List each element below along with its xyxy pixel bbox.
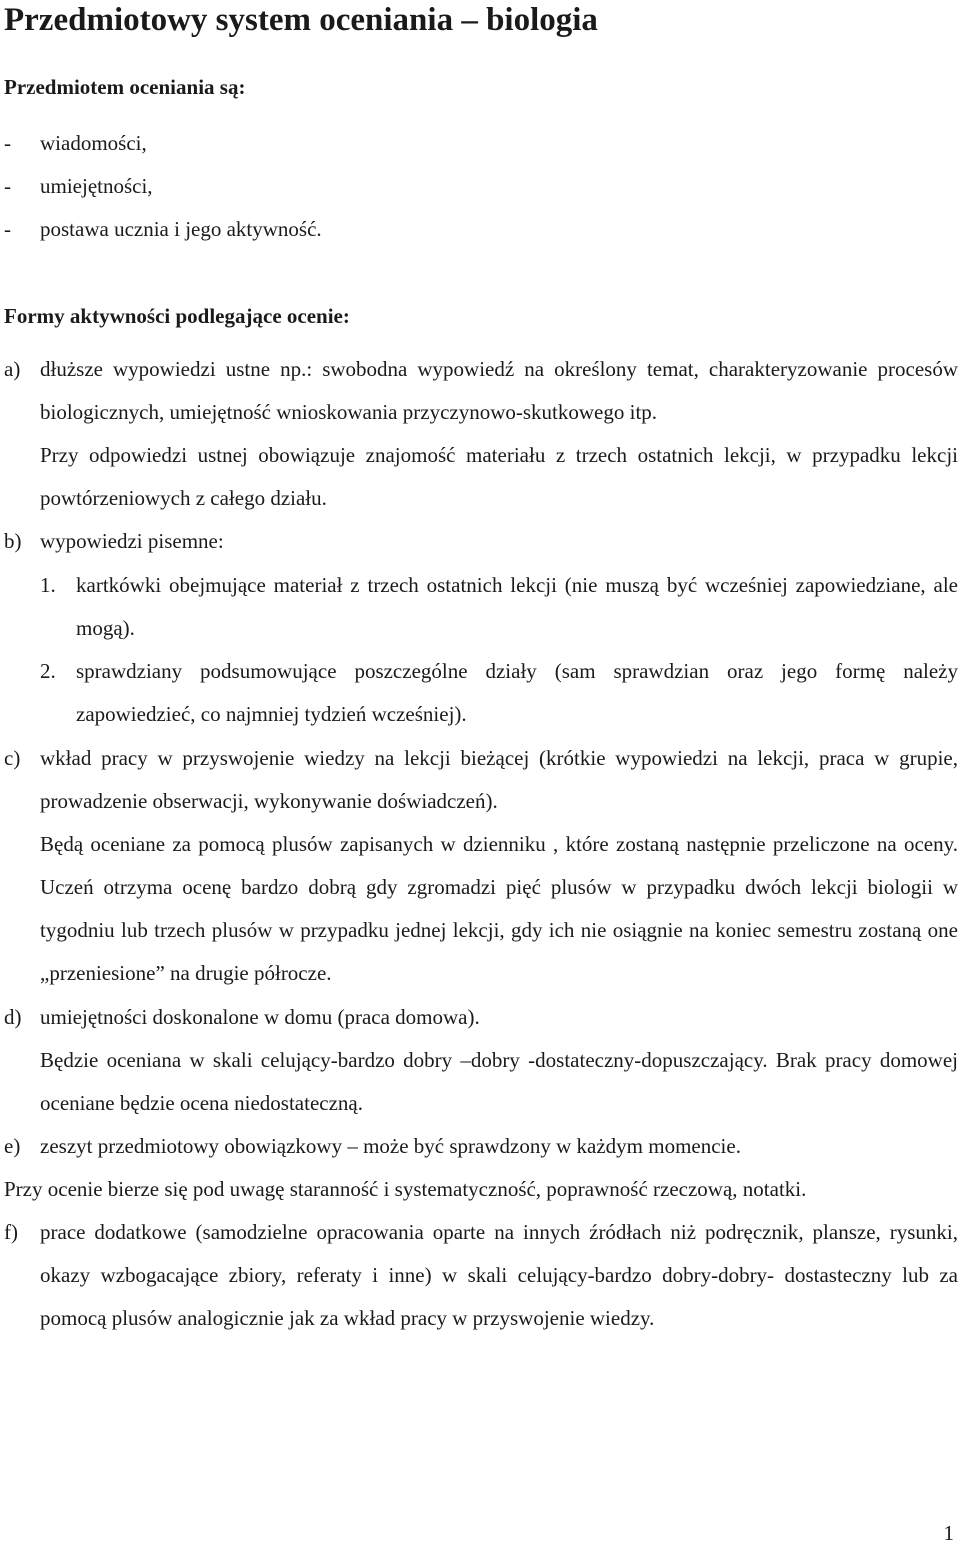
item-label: f)	[4, 1220, 18, 1244]
sub-item-label: 2.	[40, 659, 56, 683]
item-note: Będzie oceniana w skali celujący-bardzo dobry –dobry -dostateczny-dopuszczający. Brak pracy domowej oceniane będzie ocena niedostateczną.	[40, 1048, 958, 1115]
item-note: Przy odpowiedzi ustnej obowiązuje znajomość materiału z trzech ostatnich lekcji, w przypadku lekcji powtórzeniowych z całego działu.	[40, 443, 958, 510]
dash-marker: -	[4, 174, 11, 198]
item-text: dłuższe wypowiedzi ustne np.: swobodna wypowiedź na określony temat, charakteryzowanie procesów biologicznych, umiejętność wnioskowania przyczynowo-skutkowego itp.	[40, 357, 958, 424]
page-number: 1	[943, 1521, 954, 1545]
general-note: Przy ocenie bierze się pod uwagę staranność i systematyczność, poprawność rzeczową, notatki.	[4, 1177, 807, 1201]
subject-item	[4, 214, 322, 244]
subject-item-text: wiadomości,	[40, 131, 147, 155]
form-item-c	[4, 737, 958, 995]
dash-marker: -	[4, 131, 11, 155]
page-title: Przedmiotowy system oceniania – biologia	[4, 2, 598, 38]
item-label: b)	[4, 529, 22, 553]
subject-item-text: postawa ucznia i jego aktywność.	[40, 217, 322, 241]
subject-item	[4, 171, 153, 201]
subject-item	[4, 128, 147, 158]
forms-heading: Formy aktywności podlegające ocenie:	[4, 304, 350, 328]
subject-heading: Przedmiotem oceniania są:	[4, 75, 246, 99]
sub-item-label: 1.	[40, 573, 56, 597]
item-label: d)	[4, 1005, 22, 1029]
form-item-b	[4, 520, 958, 563]
sub-item-text: sprawdziany podsumowujące poszczególne działy (sam sprawdzian oraz jego formę należy zapowiedzieć, co najmniej tydzień wcześniej).	[76, 659, 958, 726]
item-text: wkład pracy w przyswojenie wiedzy na lekcji bieżącej (krótkie wypowiedzi na lekcji, praca w grupie, prowadzenie obserwacji, wykonywanie doświadczeń).	[40, 746, 958, 813]
item-text: prace dodatkowe (samodzielne opracowania oparte na innych źródłach niż podręcznik, plansze, rysunki, okazy wzbogacające zbiory, referaty i inne) w skali celujący-bardzo dobry-dobry- dostasteczny lub za pomocą plusów analogicznie jak za wkład pracy w przyswojenie wiedzy.	[40, 1220, 958, 1330]
item-note: Będą oceniane za pomocą plusów zapisanych w dzienniku , które zostaną następnie przeliczone na oceny. Uczeń otrzyma ocenę bardzo dobrą gdy zgromadzi pięć plusów w przypadku dwóch lekcji biologii w tygodniu lub trzech plusów w przypadku jednej lekcji, gdy ich nie osiągnie na koniec semestru zostaną one „przeniesione” na drugie półrocze.	[40, 832, 958, 985]
item-label: a)	[4, 357, 21, 381]
form-item-d	[4, 996, 958, 1125]
sub-item-text: kartkówki obejmujące materiał z trzech ostatnich lekcji (nie muszą być wcześniej zapowiedziane, ale mogą).	[76, 573, 958, 640]
dash-marker: -	[4, 217, 11, 241]
item-label: c)	[4, 746, 21, 770]
sub-item	[40, 650, 958, 736]
form-item-e	[4, 1125, 958, 1168]
item-text: wypowiedzi pisemne:	[40, 529, 224, 553]
item-label: e)	[4, 1134, 21, 1158]
item-text: umiejętności doskonalone w domu (praca domowa).	[40, 1005, 480, 1029]
sub-item	[40, 564, 958, 650]
subject-item-text: umiejętności,	[40, 174, 153, 198]
form-item-a	[4, 348, 958, 520]
form-item-f	[4, 1211, 958, 1340]
item-text: zeszyt przedmiotowy obowiązkowy – może być sprawdzony w każdym momencie.	[40, 1134, 741, 1158]
